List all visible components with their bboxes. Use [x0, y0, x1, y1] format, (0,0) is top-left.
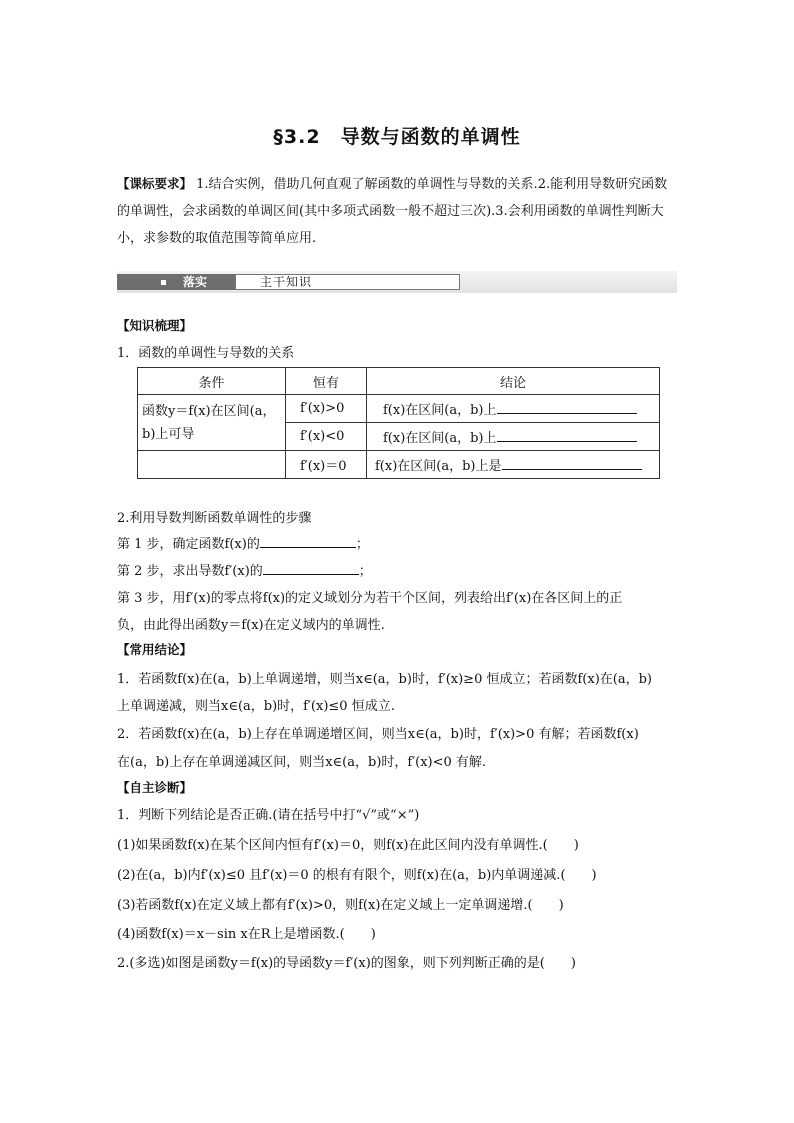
table-condition-cell: [138, 395, 286, 451]
question1-item3: (3)若函数f(x)在定义域上都有f′(x)>0，则f(x)在定义域上一定单调递增.( ): [117, 898, 564, 913]
table-conclusion-cell: [367, 423, 660, 451]
table-row: [138, 395, 660, 423]
answer-blank[interactable]: [263, 562, 359, 575]
table-has-cell: f′(x)＝0: [286, 451, 367, 479]
requirements-text: 1.结合实例，借助几何直观了解函数的单调性与导数的关系.2.能利用导数研究函数的单调性，会求函数的单调区间(其中多项式函数一般不超过三次).3.会利用函数的单调性判断大小，求参数的取值范围等简单应用.: [117, 177, 668, 246]
conclusions-label: 【常用结论】: [117, 642, 193, 657]
step1-text: 第 1 步，确定函数f(x)的: [117, 537, 260, 552]
answer-blank[interactable]: [502, 457, 642, 470]
step3-line2: 负，由此得出函数y＝f(x)在定义域内的单调性.: [117, 618, 385, 633]
answer-blank[interactable]: [497, 429, 637, 442]
knowledge-item1: 1．函数的单调性与导数的关系: [117, 346, 295, 361]
question1: 1．判断下列结论是否正确.(请在括号中打“√”或“×”): [117, 808, 420, 823]
diagnosis-label: 【自主诊断】: [117, 780, 193, 795]
step-end: ；: [355, 537, 369, 552]
table-header-has: 恒有: [286, 368, 367, 395]
question1-item1: (1)如果函数f(x)在某个区间内恒有f′(x)＝0，则f(x)在此区间内没有单调性.( ): [117, 838, 579, 853]
answer-blank[interactable]: [260, 535, 356, 548]
conclusion-text: f(x)在区间(a，b)上是: [375, 459, 502, 474]
condition-line1: 函数y＝f(x)在区间(a，: [142, 403, 276, 419]
conclusion1-line2: 上单调递减，则当x∈(a，b)时，f′(x)≤0 恒成立.: [117, 699, 395, 714]
table-has-cell: f′(x)<0: [286, 423, 367, 451]
table-conclusion-cell: [367, 451, 660, 479]
requirements-paragraph: [117, 170, 677, 252]
banner-left-label: 落实: [183, 275, 208, 289]
question2: 2.(多选)如图是函数y＝f(x)的导函数y＝f′(x)的图象，则下列判断正确的是( ): [117, 956, 576, 971]
answer-blank[interactable]: [497, 401, 637, 414]
conclusion2-line1: 2．若函数f(x)在(a，b)上存在单调递增区间，则当x∈(a，b)时，f′(x)>0 有解；若函数f(x): [117, 727, 639, 742]
table-header-row: [138, 368, 660, 395]
step2-text: 第 2 步，求出导数f′(x)的: [117, 564, 263, 579]
banner-left-block: [117, 274, 235, 290]
question1-item4: (4)函数f(x)＝x－sin x在R上是增函数.( ): [117, 927, 376, 942]
step-end: ；: [358, 564, 372, 579]
question1-item2: (2)在(a，b)内f′(x)≤0 且f′(x)＝0 的根有有限个，则f(x)在(a，b)内单调递减.( ): [117, 868, 597, 883]
table-conclusion-cell: [367, 395, 660, 423]
knowledge-item2: 2.利用导数判断函数单调性的步骤: [117, 511, 312, 526]
table-has-cell: f′(x)>0: [286, 395, 367, 423]
table-condition-empty: [138, 451, 286, 479]
banner-right-label: 主干知识: [260, 275, 313, 289]
step1-line: [117, 533, 369, 552]
table-header-conclusion: 结论: [367, 368, 660, 395]
condition-line2: b)上可导: [142, 426, 195, 442]
step2-line: [117, 560, 372, 579]
square-bullet-icon: [161, 280, 166, 285]
knowledge-label: 【知识梳理】: [117, 318, 193, 333]
conclusion2-line2: 在(a，b)上存在单调递减区间，则当x∈(a，b)时，f′(x)<0 有解.: [117, 755, 487, 770]
conclusion1-line1: 1．若函数f(x)在(a，b)上单调递增，则当x∈(a，b)时，f′(x)≥0 恒成立；若函数f(x)在(a，b): [117, 672, 652, 687]
table-row: [138, 451, 660, 479]
conclusion-text: f(x)在区间(a，b)上: [383, 431, 497, 446]
table-header-condition: 条件: [138, 368, 286, 395]
step3-line1: 第 3 步，用f′(x)的零点将f(x)的定义域划分为若干个区间，列表给出f′(x)在各区间上的正: [117, 591, 623, 606]
section-banner: [117, 271, 677, 293]
monotonicity-table: [137, 367, 660, 479]
requirements-label: 【课标要求】: [117, 176, 193, 191]
conclusion-text: f(x)在区间(a，b)上: [383, 403, 497, 418]
page-title: §3.2 导数与函数的单调性: [273, 126, 521, 148]
banner-right-block: [235, 274, 460, 290]
